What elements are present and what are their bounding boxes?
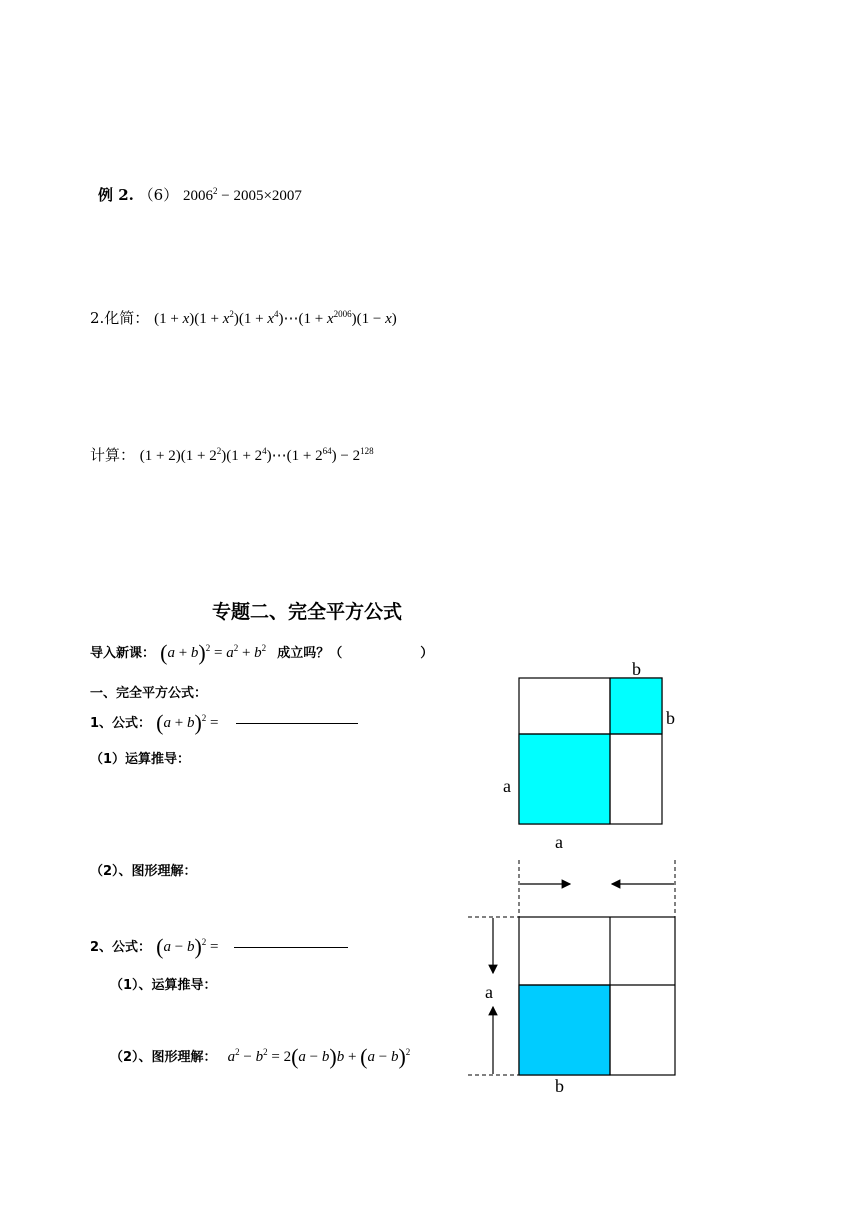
- label-a-bottom: a: [555, 832, 563, 852]
- exponent: 2: [261, 643, 267, 653]
- paren: (: [156, 934, 164, 959]
- expr-part: )⋯(1 + 2: [266, 448, 323, 464]
- compute-expression: [140, 448, 374, 464]
- formula2-answer-blank: [234, 946, 348, 948]
- a-minus-b-squared-region: [519, 985, 610, 1075]
- a-squared-region: [519, 734, 610, 824]
- simplify-label: 2.化简：: [90, 309, 150, 327]
- operator: −: [170, 939, 187, 955]
- paren: (: [156, 710, 164, 735]
- expr-part: )(1 +: [233, 311, 268, 327]
- variable: x: [385, 311, 392, 327]
- variable: a: [167, 645, 175, 661]
- intro-close: ）: [420, 646, 434, 661]
- graphic1: （2）、图形理解：: [90, 864, 197, 879]
- expr-part: )⋯(1 +: [278, 311, 327, 327]
- problem-number: （6）: [138, 186, 179, 204]
- variable: a: [163, 715, 171, 731]
- graphic2-line: [110, 1044, 410, 1070]
- b-squared-region: [610, 678, 662, 734]
- intro-line: [90, 640, 433, 666]
- exponent: 2: [201, 713, 207, 723]
- expr-part: (1 + 2)(1 + 2: [139, 448, 217, 464]
- derivation2: （1）、运算推导：: [110, 978, 217, 993]
- expr-part: ): [391, 311, 397, 327]
- expr-part: ) − 2: [331, 448, 361, 464]
- operator: =: [206, 939, 223, 955]
- variable: b: [336, 1049, 345, 1065]
- exponent: 4: [273, 309, 279, 319]
- variable: b: [254, 645, 262, 661]
- variable: x: [326, 311, 334, 327]
- paren: (: [160, 640, 168, 665]
- variable: a: [298, 1049, 306, 1065]
- base: 2006: [183, 188, 213, 204]
- example-label: 例 2.: [98, 186, 134, 204]
- paren: (: [360, 1044, 368, 1069]
- variable: b: [390, 1049, 399, 1065]
- label-b-right: b: [666, 708, 675, 728]
- graphic2-expression: [227, 1044, 411, 1069]
- label-b-bottom: b: [555, 1076, 564, 1096]
- variable: x: [267, 311, 274, 327]
- exponent: 2: [405, 1047, 411, 1057]
- variable: a: [367, 1049, 375, 1065]
- label-b-top: b: [632, 659, 641, 679]
- operator: +: [174, 645, 191, 661]
- formula1-label: 1、公式：: [90, 716, 152, 731]
- expression-rest: − 2005×2007: [217, 188, 302, 204]
- paren: ): [194, 710, 202, 735]
- paren: ): [198, 640, 206, 665]
- paren: ): [398, 1044, 406, 1069]
- exponent: 2: [213, 186, 218, 196]
- exponent: 2: [263, 1047, 268, 1057]
- variable: a: [226, 645, 234, 661]
- exponent: 4: [262, 446, 267, 456]
- section-title: 专题二、完全平方公式: [212, 601, 403, 623]
- expr-part: (1 +: [154, 311, 183, 327]
- label-a-left: a: [485, 982, 493, 1002]
- paren: (: [291, 1044, 299, 1069]
- operator: +: [238, 645, 255, 661]
- exponent: 2: [233, 643, 239, 653]
- expression: [183, 188, 302, 204]
- variable: a: [163, 939, 171, 955]
- variable: b: [186, 939, 195, 955]
- operator: +: [170, 715, 187, 731]
- label-a-left: a: [503, 776, 511, 796]
- compute-label: 计算：: [90, 446, 136, 464]
- operator: +: [344, 1049, 361, 1065]
- intro-label: 导入新课：: [90, 646, 156, 661]
- example-2-line: [98, 184, 302, 205]
- figure-square-a-minus-b: [460, 855, 690, 1100]
- expr-part: )(1 +: [189, 311, 223, 327]
- variable: b: [255, 1049, 264, 1065]
- variable: a: [227, 1049, 236, 1065]
- intro-question: 成立吗？（: [277, 646, 343, 661]
- operator: −: [305, 1049, 322, 1065]
- part1-header: 一、完全平方公式：: [90, 686, 208, 701]
- variable: b: [321, 1049, 330, 1065]
- formula1-answer-blank: [236, 722, 358, 724]
- simplify-expression: [154, 311, 397, 327]
- exponent: 2: [205, 643, 211, 653]
- operator: = 2: [267, 1049, 292, 1065]
- formula1-line: [90, 710, 358, 736]
- exponent: 128: [360, 446, 374, 456]
- exponent: 2006: [333, 309, 352, 319]
- figure-square-a-plus-b: [490, 655, 700, 855]
- exponent: 2: [216, 446, 222, 456]
- operator: =: [210, 645, 227, 661]
- intro-expression: [160, 640, 267, 665]
- operator: −: [375, 1049, 391, 1065]
- variable: x: [182, 311, 190, 327]
- paren: ): [194, 934, 202, 959]
- graphic2-label: （2）、图形理解：: [110, 1050, 217, 1065]
- formula2-expression: [156, 934, 223, 959]
- exponent: 2: [201, 937, 207, 947]
- compute-line: [90, 444, 374, 465]
- simplify-line: [90, 307, 397, 328]
- paren: ): [329, 1044, 337, 1069]
- derivation1: （1）运算推导：: [90, 752, 191, 767]
- variable: b: [186, 715, 195, 731]
- formula1-expression: [156, 710, 223, 735]
- variable: x: [222, 311, 230, 327]
- expr-part: )(1 −: [351, 311, 386, 327]
- formula2-label: 2、公式：: [90, 940, 152, 955]
- formula2-line: [90, 934, 348, 960]
- exponent: 2: [235, 1047, 240, 1057]
- operator: =: [206, 715, 223, 731]
- variable: b: [190, 645, 199, 661]
- exponent: 2: [229, 309, 234, 319]
- expr-part: )(1 + 2: [221, 448, 263, 464]
- operator: −: [239, 1049, 256, 1065]
- exponent: 64: [322, 446, 332, 456]
